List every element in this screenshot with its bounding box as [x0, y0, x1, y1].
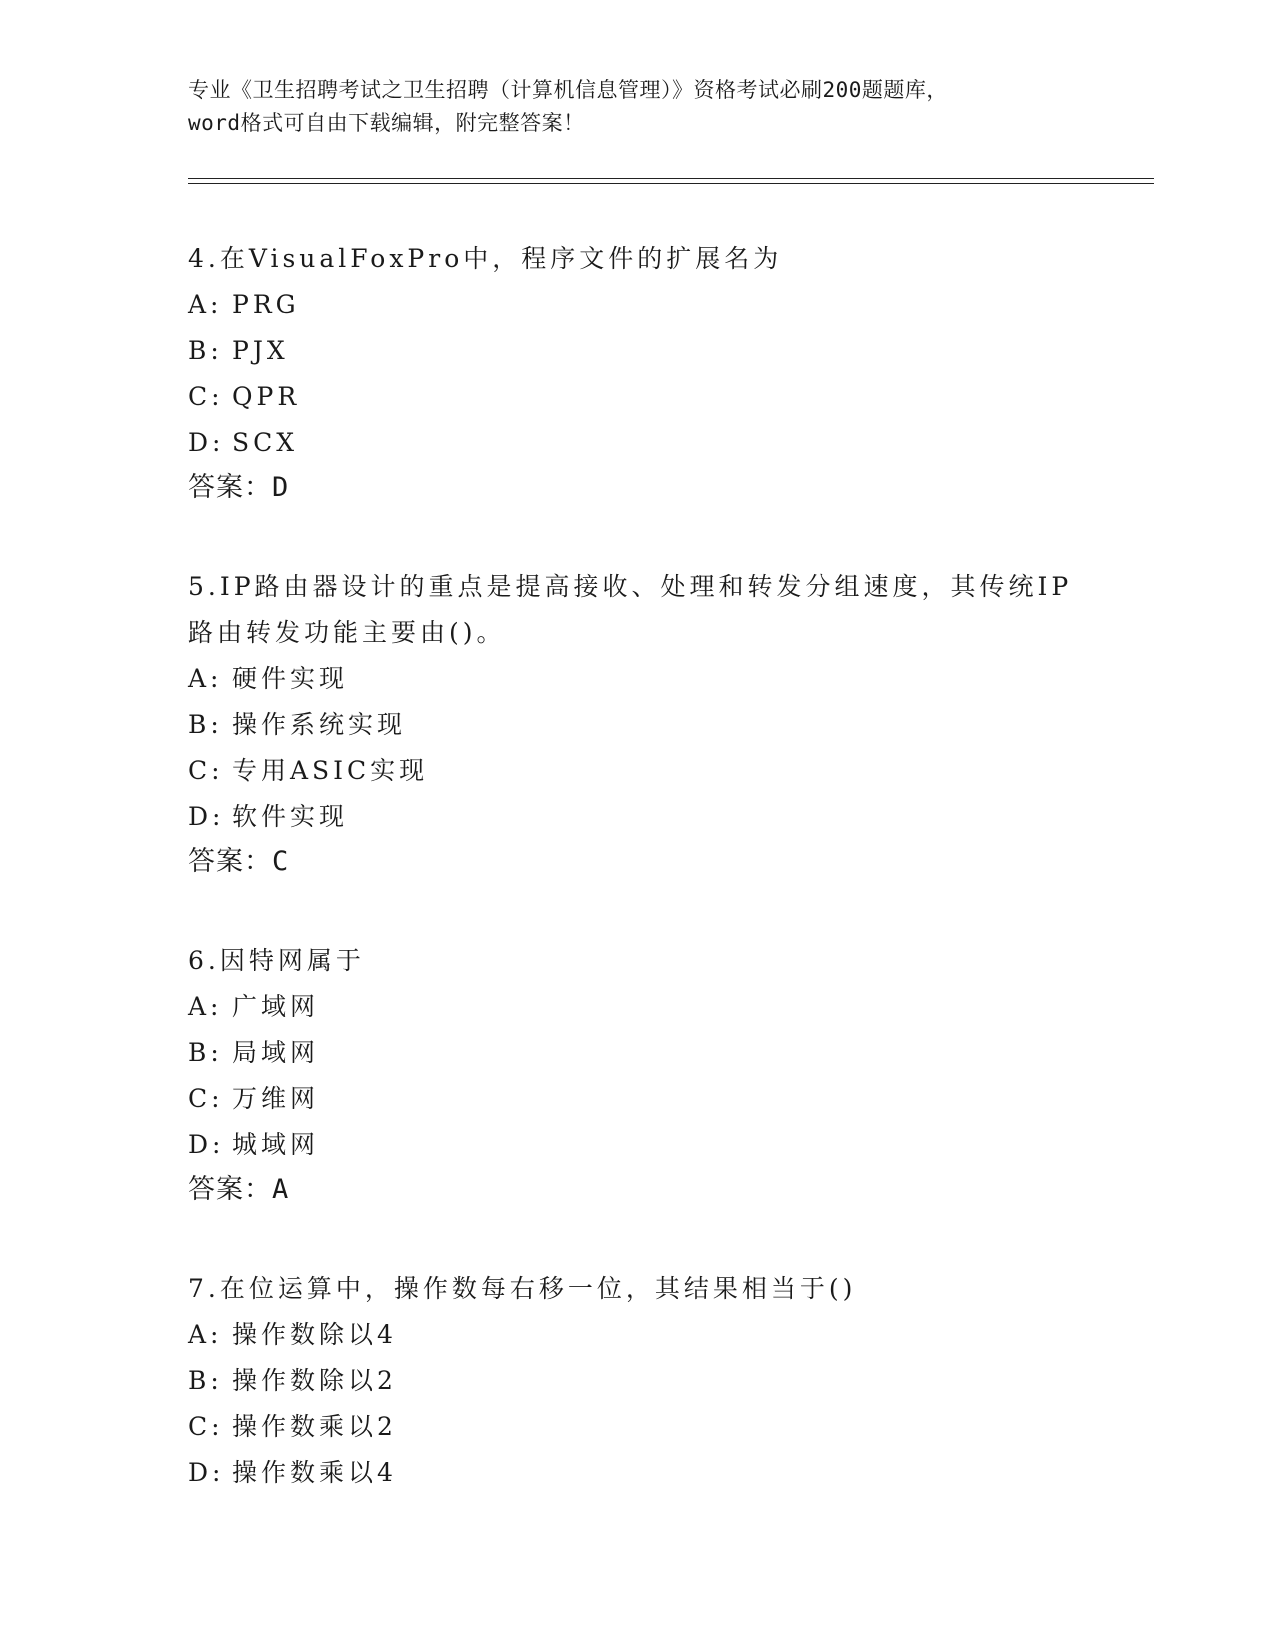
header-line-1: 专业《卫生招聘考试之卫生招聘（计算机信息管理）》资格考试必刷200题题库，	[188, 78, 948, 102]
answer-line: 答案：A	[188, 1174, 290, 1205]
header-divider-bottom	[188, 183, 1154, 184]
header-line-2: word格式可自由下载编辑，附完整答案！	[188, 111, 585, 135]
question-list	[188, 236, 1088, 1550]
option-text: PRG	[232, 290, 300, 319]
option-c	[188, 1076, 1088, 1122]
option-label: A:	[188, 290, 223, 319]
document-header	[188, 74, 1088, 140]
option-text: 操作系统实现	[232, 710, 407, 739]
option-text: 专用ASIC实现	[232, 756, 429, 785]
question-4	[188, 236, 1088, 510]
option-d	[188, 1122, 1088, 1168]
option-text: 操作数乘以4	[232, 1458, 397, 1487]
option-a	[188, 282, 1088, 328]
option-text: 操作数除以2	[232, 1366, 397, 1395]
option-text: SCX	[232, 428, 299, 457]
option-c	[188, 374, 1088, 420]
option-text: 局域网	[232, 1038, 320, 1067]
option-b	[188, 328, 1088, 374]
option-text: 万维网	[232, 1084, 320, 1113]
option-b	[188, 1030, 1088, 1076]
option-label: C:	[188, 756, 224, 785]
option-a	[188, 656, 1088, 702]
option-label: B:	[188, 336, 223, 365]
option-a	[188, 984, 1088, 1030]
question-7	[188, 1266, 1088, 1496]
option-label: C:	[188, 382, 224, 411]
header-divider-top	[188, 178, 1154, 179]
option-label: C:	[188, 1412, 224, 1441]
option-label: A:	[188, 664, 223, 693]
option-label: C:	[188, 1084, 224, 1113]
option-label: A:	[188, 1320, 223, 1349]
option-d	[188, 794, 1088, 840]
option-a	[188, 1312, 1088, 1358]
answer-line: 答案：D	[188, 472, 290, 503]
question-5	[188, 564, 1088, 884]
option-d	[188, 1450, 1088, 1496]
option-label: D:	[188, 1130, 225, 1159]
option-text: 城域网	[232, 1130, 320, 1159]
answer-line: 答案：C	[188, 846, 290, 877]
question-text: 7.在位运算中，操作数每右移一位，其结果相当于()	[188, 1274, 857, 1303]
option-label: B:	[188, 1038, 223, 1067]
option-c	[188, 748, 1088, 794]
question-text: 4.在VisualFoxPro中，程序文件的扩展名为	[188, 244, 783, 273]
option-text: QPR	[232, 382, 301, 411]
option-d	[188, 420, 1088, 466]
option-label: D:	[188, 428, 225, 457]
option-b	[188, 1358, 1088, 1404]
question-text: 6.因特网属于	[188, 946, 365, 975]
option-text: 软件实现	[232, 802, 349, 831]
option-label: D:	[188, 802, 225, 831]
question-text: 5.IP路由器设计的重点是提高接收、处理和转发分组速度，其传统IP	[188, 572, 1073, 601]
option-label: B:	[188, 1366, 223, 1395]
option-label: B:	[188, 710, 223, 739]
option-text: 操作数除以4	[232, 1320, 397, 1349]
option-text: 硬件实现	[232, 664, 349, 693]
question-text-continued: 路由转发功能主要由()。	[188, 618, 506, 647]
option-c	[188, 1404, 1088, 1450]
question-6	[188, 938, 1088, 1212]
option-text: 操作数乘以2	[232, 1412, 397, 1441]
option-b	[188, 702, 1088, 748]
option-label: D:	[188, 1458, 225, 1487]
option-text: 广域网	[232, 992, 320, 1021]
option-text: PJX	[232, 336, 289, 365]
option-label: A:	[188, 992, 223, 1021]
